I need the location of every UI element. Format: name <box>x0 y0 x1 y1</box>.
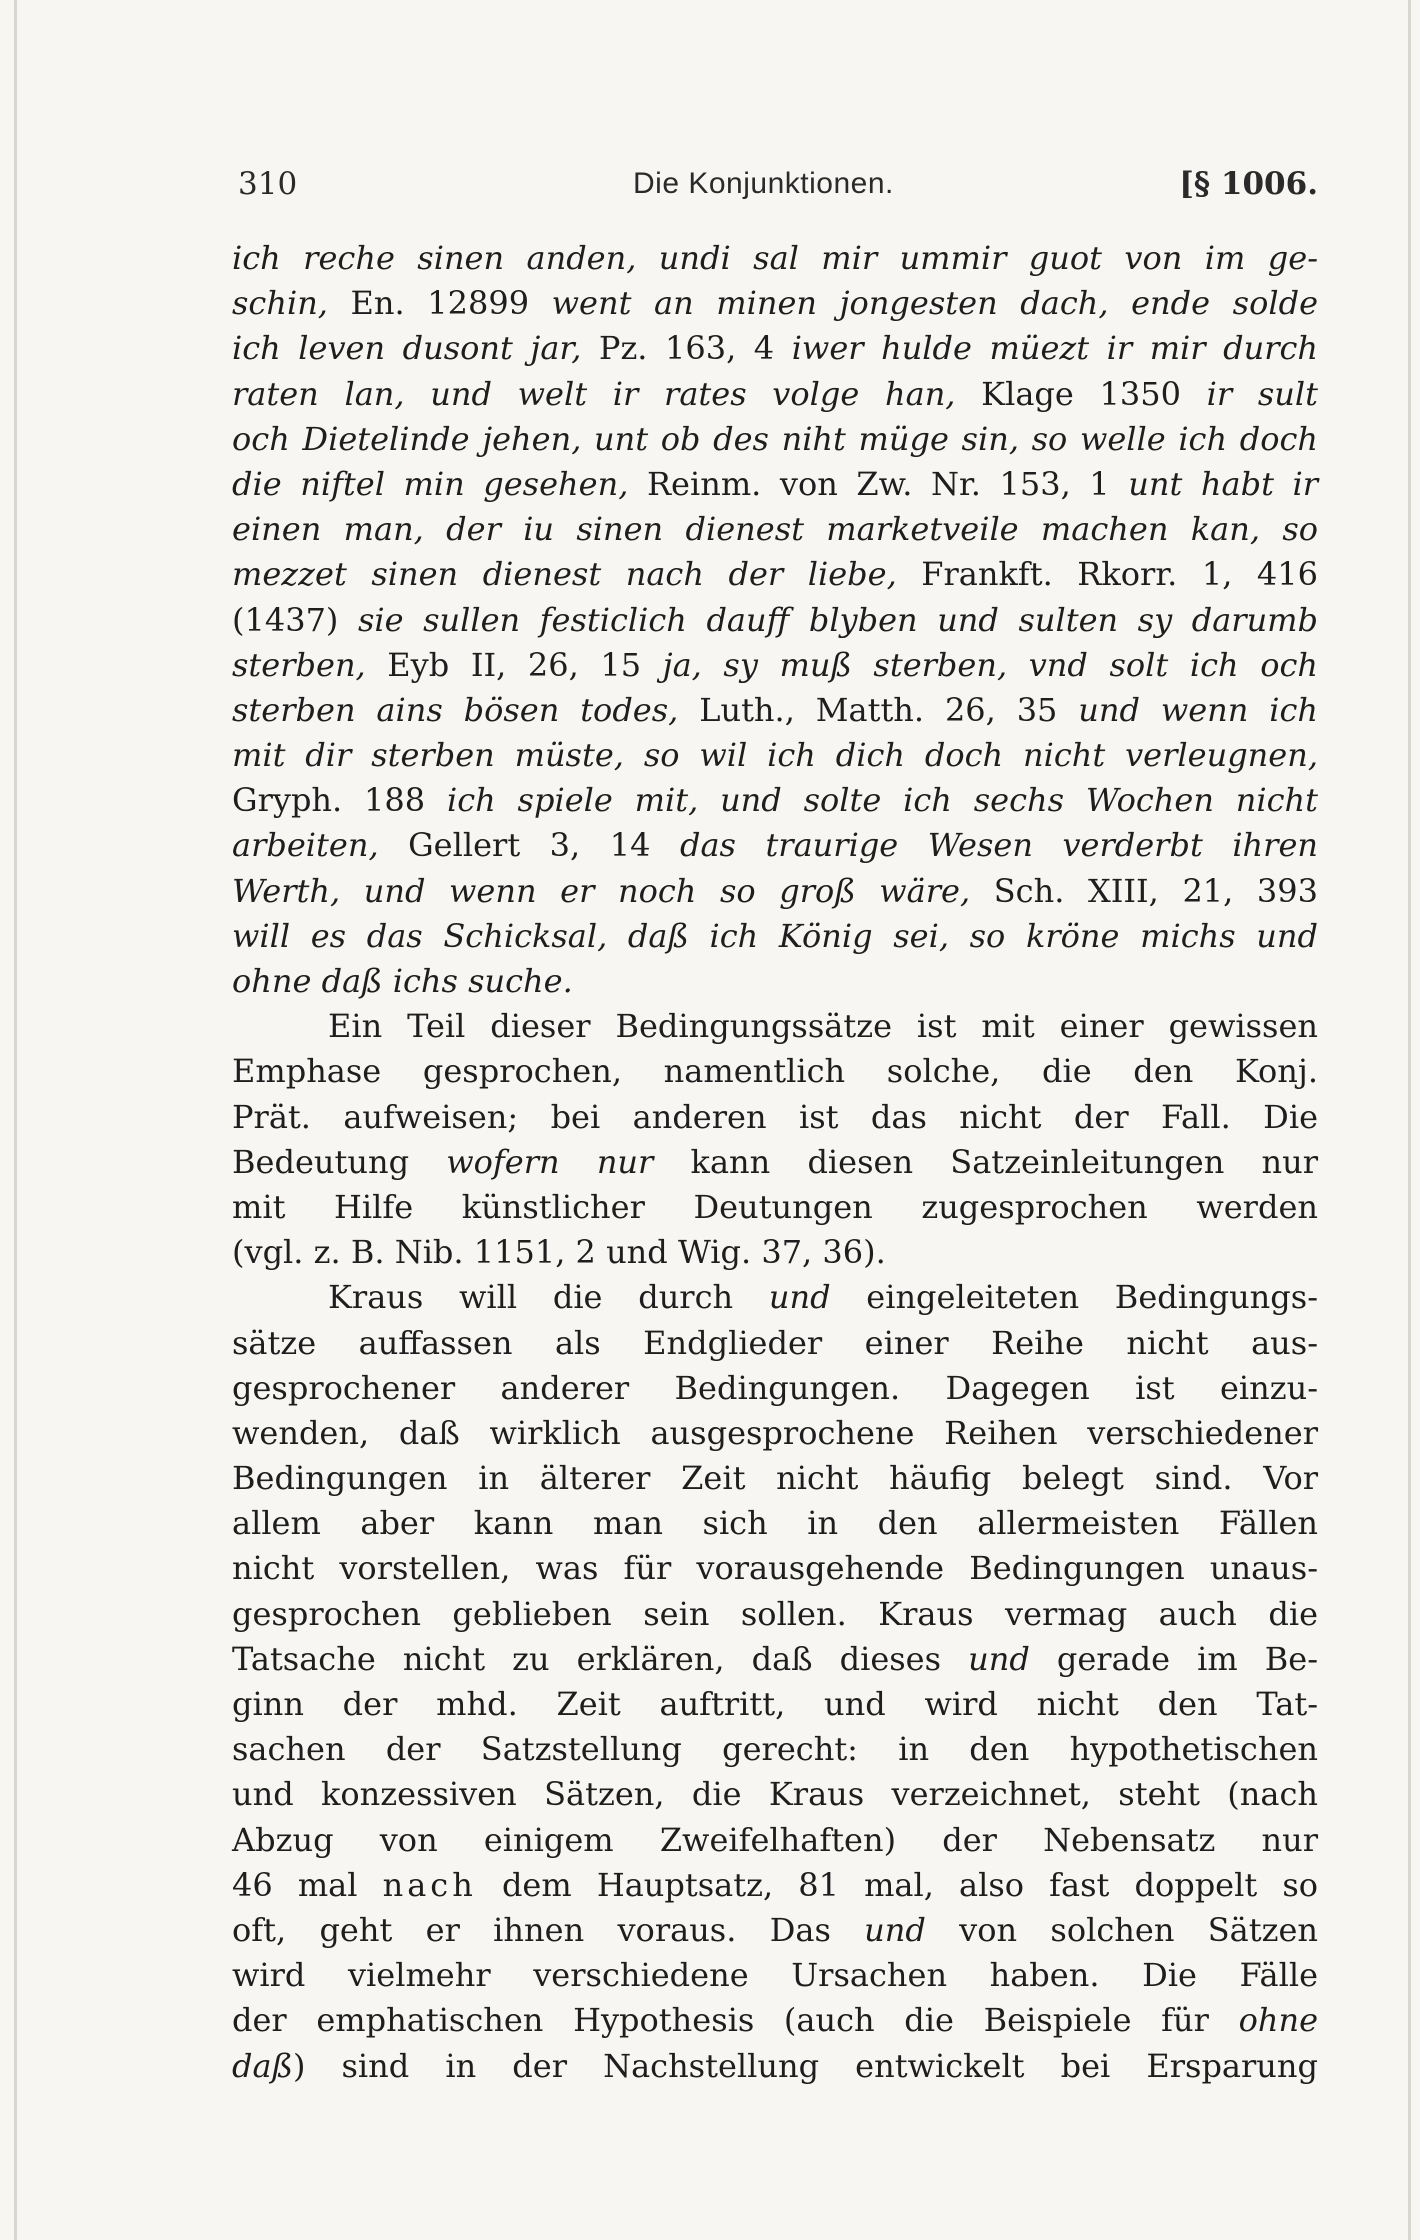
text-line: mit dir sterben müste, so wil ich dich doch nicht verleugnen, <box>232 736 1318 775</box>
text-line: 46 mal nach dem Hauptsatz, 81 mal, also fast doppelt so <box>232 1865 1319 1904</box>
text-line: mezzet sinen dienest nach der liebe, Frankft. Rkorr. 1, 416 <box>232 555 1319 594</box>
text-line: (1437) sie sullen festiclich dauff blyben und sulten sy darumb <box>232 600 1319 639</box>
paragraph-start-line: Ein Teil dieser Bedingungssätze ist mit einer gewissen <box>328 1007 1318 1046</box>
text-line: (vgl. z. B. Nib. 1151, 2 und Wig. 37, 36). <box>232 1233 886 1272</box>
text-line: raten lan, und welt ir rates volge han, Klage 1350 ir sult <box>232 374 1319 413</box>
text-line: Abzug von einigem Zweifelhaften) der Nebensatz nur <box>232 1820 1318 1859</box>
text-line: Emphase gesprochen, namentlich solche, die den Konj. <box>232 1052 1318 1091</box>
text-line: ohne daß ichs suche. <box>232 962 573 1000</box>
section-number: [§ 1006. <box>1179 166 1318 202</box>
text-line: sätze auffassen als Endglieder einer Reihe nicht aus- <box>232 1323 1318 1362</box>
text-line: Prät. aufweisen; bei anderen ist das nicht der Fall. Die <box>232 1097 1318 1136</box>
text-line: och Dietelinde jehen, unt ob des niht müge sin, so welle ich doch <box>232 419 1318 458</box>
text-line: wird vielmehr verschiedene Ursachen haben. Die Fälle <box>232 1956 1318 1995</box>
page-edge-left <box>14 0 17 2240</box>
text-line: nicht vorstellen, was für vorausgehende Bedingungen unaus- <box>232 1549 1318 1588</box>
text-line: ich leven dusont jar, Pz. 163, 4 iwer hulde müezt ir mir durch <box>232 329 1319 368</box>
text-line: sachen der Satzstellung gerecht: in den hypothetischen <box>232 1730 1318 1769</box>
page-number: 310 <box>238 166 298 202</box>
text-line: die niftel min gesehen, Reinm. von Zw. Nr. 153, 1 unt habt ir <box>232 464 1319 503</box>
text-line: gesprochen geblieben sein sollen. Kraus vermag auch die <box>232 1594 1318 1633</box>
chapter-title: Die Konjunktionen. <box>633 167 894 200</box>
body-text <box>232 236 1318 2089</box>
text-line: Gryph. 188 ich spiele mit, und solte ich sechs Wochen nicht <box>232 781 1319 820</box>
text-line: oft, geht er ihnen voraus. Das und von solchen Sätzen <box>232 1910 1319 1949</box>
page-edge-right <box>1408 0 1411 2240</box>
text-line: ich reche sinen anden, undi sal mir ummir guot von im ge- <box>232 239 1318 277</box>
text-line: schin, En. 12899 went an minen jongesten dach, ende solde <box>232 284 1318 323</box>
text-line: gesprochener anderer Bedingungen. Dagegen ist einzu- <box>232 1368 1318 1407</box>
text-line: arbeiten, Gellert 3, 14 das traurige Wesen verderbt ihren <box>232 826 1319 865</box>
text-line: der emphatischen Hypothesis (auch die Beispiele für ohne <box>232 2001 1318 2040</box>
text-line: Werth, und wenn er noch so groß wäre, Sch. XIII, 21, 393 <box>232 871 1319 910</box>
text-line: ginn der mhd. Zeit auftritt, und wird nicht den Tat- <box>232 1685 1318 1723</box>
text-line: sterben, Eyb II, 26, 15 ja, sy muß sterben, vnd solt ich och <box>232 645 1319 684</box>
text-line: mit Hilfe künstlicher Deutungen zugesprochen werden <box>232 1187 1318 1226</box>
text-line: daß) sind in der Nachstellung entwickelt bei Ersparung <box>232 2046 1318 2085</box>
text-line: will es das Schicksal, daß ich König sei, so kröne michs und <box>232 916 1318 955</box>
text-line: wenden, daß wirklich ausgesprochene Reihen verschiedener <box>232 1413 1318 1452</box>
running-head <box>238 162 1318 206</box>
text-line: allem aber kann man sich in den allermeisten Fällen <box>232 1504 1318 1543</box>
text-line: und konzessiven Sätzen, die Kraus verzeichnet, steht (nach <box>232 1775 1318 1814</box>
paragraph-start-line: Kraus will die durch und eingeleiteten Bedingungs- <box>328 1278 1319 1317</box>
text-line: sterben ains bösen todes, Luth., Matth. 26, 35 und wenn ich <box>232 690 1319 729</box>
text-line: Bedeutung wofern nur kann diesen Satzeinleitungen nur <box>232 1142 1319 1181</box>
text-line: Bedingungen in älterer Zeit nicht häufig belegt sind. Vor <box>232 1459 1318 1498</box>
text-line: Tatsache nicht zu erklären, daß dieses und gerade im Be- <box>232 1639 1319 1678</box>
text-line: einen man, der iu sinen dienest marketveile machen kan, so <box>232 510 1318 549</box>
